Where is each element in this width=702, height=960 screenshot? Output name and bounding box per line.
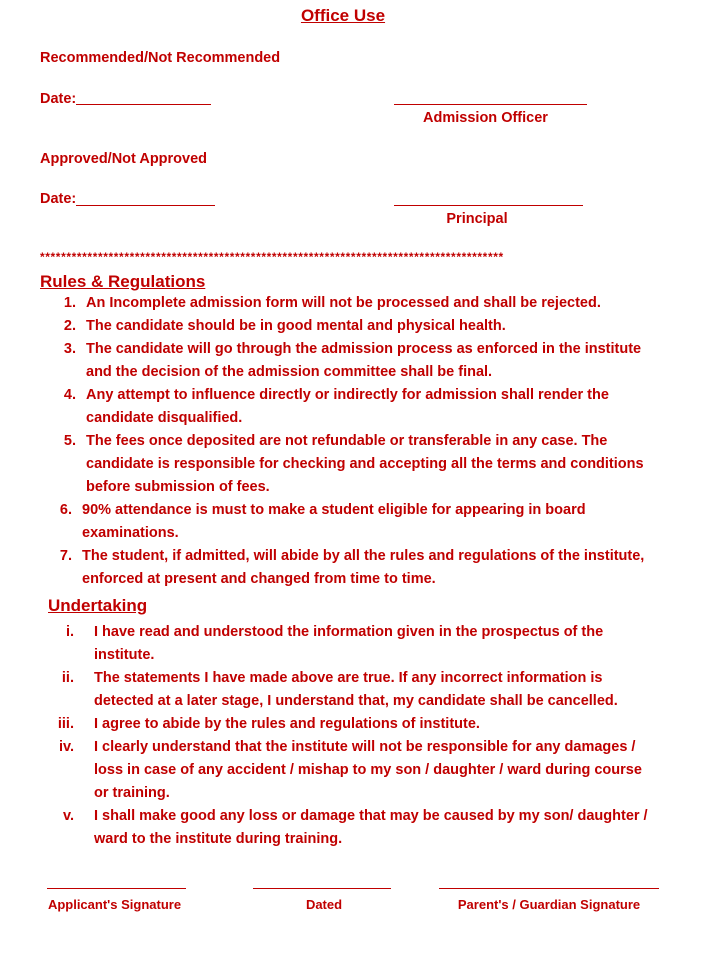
rule-item: [0, 338, 666, 384]
rule-text: Any attempt to influence directly or indirectly for admission shall render the candidate disqualified.: [86, 387, 609, 426]
undertaking-number: iii.: [57, 716, 74, 732]
applicant-signature-label: Applicant's Signature: [47, 897, 182, 912]
applicant-signature-line[interactable]: [47, 888, 186, 889]
undertaking-number: v.: [62, 808, 74, 824]
rule-text: The candidate should be in good mental and physical health.: [86, 318, 506, 334]
undertaking-item: [0, 713, 654, 736]
undertaking-heading: Undertaking: [48, 596, 148, 615]
principal-signature-line[interactable]: [394, 205, 583, 206]
page-title: Office Use: [300, 6, 386, 25]
undertaking-item: [0, 667, 622, 713]
rules-heading: Rules & Regulations: [40, 272, 206, 291]
rule-item: [0, 315, 666, 338]
date-label-approve: Date:: [40, 191, 77, 207]
admission-officer-caption: Admission Officer: [423, 110, 548, 126]
rule-text: The candidate will go through the admission process as enforced in the institute and the decision of the admission committee shall be final.: [86, 341, 642, 380]
rule-number: 4.: [63, 387, 76, 403]
rule-item: [0, 292, 666, 315]
rule-number: 6.: [59, 502, 72, 518]
approve-label: Approved/Not Approved: [40, 151, 208, 167]
rule-item: [0, 545, 672, 591]
dated-line[interactable]: [253, 888, 391, 889]
rule-item: [0, 430, 646, 499]
admission-officer-signature-line[interactable]: [394, 104, 587, 105]
rule-number: 2.: [63, 318, 76, 334]
undertaking-text: I clearly understand that the institute will not be responsible for any damages / loss in case of any accident / mishap to my son / daughter / ward during course or training.: [94, 739, 642, 801]
date-label-recommend: Date:: [40, 91, 77, 107]
undertaking-list: [0, 621, 700, 851]
parent-signature-label: Parent's / Guardian Signature: [457, 897, 641, 912]
undertaking-number: iv.: [58, 739, 74, 755]
undertaking-item: [0, 621, 614, 667]
rules-list: [0, 292, 700, 591]
dated-label: Dated: [305, 897, 343, 912]
rule-number: 1.: [63, 295, 76, 311]
rule-item: [0, 499, 592, 545]
undertaking-text: I shall make good any loss or damage that may be caused by my son/ daughter / ward to the institute during training.: [94, 808, 648, 847]
rule-text: The student, if admitted, will abide by all the rules and regulations of the institute, enforced at present and changed from time to time.: [82, 548, 645, 587]
undertaking-text: I agree to abide by the rules and regulations of institute.: [94, 716, 480, 732]
rule-text: 90% attendance is must to make a student eligible for appearing in board examinations.: [82, 502, 586, 541]
undertaking-item: [0, 805, 650, 851]
undertaking-item: [0, 736, 660, 805]
rule-number: 5.: [63, 433, 76, 449]
separator-stars: ****************************************************************************************: [40, 250, 504, 264]
recommend-label: Recommended/Not Recommended: [40, 50, 281, 66]
principal-caption: Principal: [446, 211, 508, 227]
rule-text: The fees once deposited are not refundable or transferable in any case. The candidate is responsible for checking and accepting all the terms and conditions before submission of fees.: [86, 433, 644, 495]
undertaking-text: I have read and understood the information given in the prospectus of the institute.: [94, 624, 604, 663]
undertaking-number: i.: [65, 624, 74, 640]
undertaking-number: ii.: [61, 670, 74, 686]
date-line-recommend[interactable]: [76, 104, 211, 105]
date-line-approve[interactable]: [76, 205, 215, 206]
parent-signature-line[interactable]: [439, 888, 659, 889]
rule-number: 7.: [59, 548, 72, 564]
rule-text: An Incomplete admission form will not be processed and shall be rejected.: [86, 295, 601, 311]
rule-item: [0, 384, 616, 430]
undertaking-text: The statements I have made above are true. If any incorrect information is detected at a later stage, I understand that, my candidate shall be cancelled.: [94, 670, 618, 709]
rule-number: 3.: [63, 341, 76, 357]
